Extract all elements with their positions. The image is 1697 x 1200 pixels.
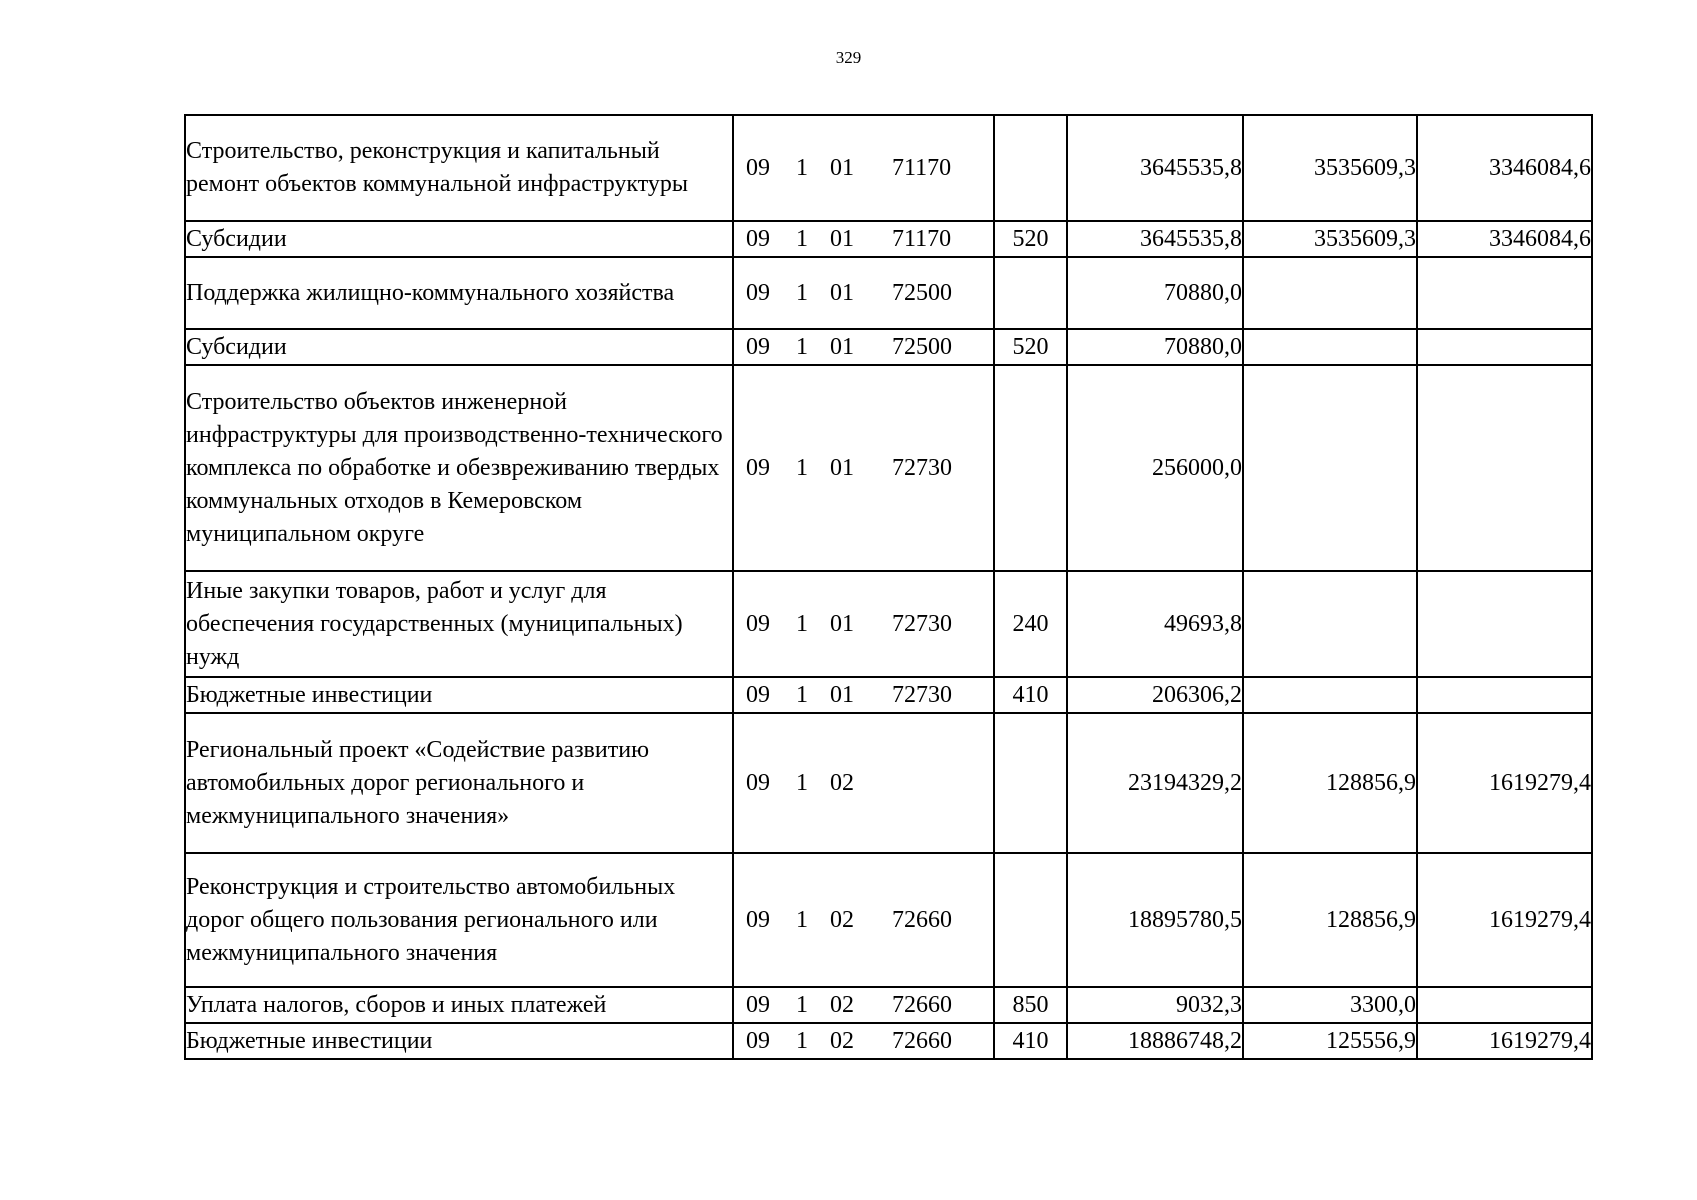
code-article: 72660 (892, 906, 952, 933)
code-section: 02 (830, 991, 854, 1018)
code-article: 72660 (892, 1027, 952, 1054)
amount-year-3: 3346084,6 (1417, 221, 1592, 257)
table-row (185, 1023, 1592, 1059)
row-name: Бюджетные инвестиции (185, 677, 733, 713)
expense-type: 240 (994, 571, 1067, 677)
code-glava: 09 (746, 906, 770, 933)
code-article: 72500 (892, 333, 952, 360)
code-glava: 09 (746, 681, 770, 708)
amount-year-2 (1243, 677, 1417, 713)
code-article: 72730 (892, 454, 952, 481)
row-codes (733, 365, 994, 571)
code-article: 72730 (892, 681, 952, 708)
code-glava: 09 (746, 154, 770, 181)
code-subprogram: 1 (796, 906, 808, 933)
expense-type (994, 115, 1067, 221)
row-name: Реконструкция и строительство автомобильных дорог общего пользования регионального или межмуниципального значения (185, 853, 733, 987)
amount-year-1: 9032,3 (1067, 987, 1243, 1023)
code-section: 02 (830, 906, 854, 933)
expense-type: 850 (994, 987, 1067, 1023)
code-section: 02 (830, 1027, 854, 1054)
row-codes (733, 221, 994, 257)
amount-year-3 (1417, 677, 1592, 713)
expense-type (994, 365, 1067, 571)
row-codes (733, 571, 994, 677)
table-row (185, 221, 1592, 257)
row-codes (733, 853, 994, 987)
code-subprogram: 1 (796, 1027, 808, 1054)
row-codes (733, 713, 994, 853)
row-codes (733, 677, 994, 713)
row-name: Субсидии (185, 221, 733, 257)
expense-type (994, 713, 1067, 853)
code-glava: 09 (746, 1027, 770, 1054)
table-row (185, 365, 1592, 571)
row-codes (733, 329, 994, 365)
code-article: 72730 (892, 610, 952, 637)
row-name: Региональный проект «Содействие развитию автомобильных дорог регионального и межмуниципального значения» (185, 713, 733, 853)
row-name: Поддержка жилищно-коммунального хозяйства (185, 257, 733, 329)
code-glava: 09 (746, 279, 770, 306)
code-subprogram: 1 (796, 225, 808, 252)
code-section: 01 (830, 279, 854, 306)
code-section: 01 (830, 225, 854, 252)
budget-table (184, 114, 1593, 1060)
amount-year-1: 70880,0 (1067, 329, 1243, 365)
expense-type: 520 (994, 329, 1067, 365)
amount-year-3: 1619279,4 (1417, 713, 1592, 853)
amount-year-1: 70880,0 (1067, 257, 1243, 329)
amount-year-2: 3535609,3 (1243, 221, 1417, 257)
amount-year-1: 23194329,2 (1067, 713, 1243, 853)
amount-year-3 (1417, 257, 1592, 329)
code-section: 01 (830, 681, 854, 708)
amount-year-2: 3535609,3 (1243, 115, 1417, 221)
amount-year-1: 256000,0 (1067, 365, 1243, 571)
amount-year-1: 49693,8 (1067, 571, 1243, 677)
amount-year-2: 3300,0 (1243, 987, 1417, 1023)
code-subprogram: 1 (796, 333, 808, 360)
code-subprogram: 1 (796, 991, 808, 1018)
amount-year-1: 3645535,8 (1067, 221, 1243, 257)
table-row (185, 329, 1592, 365)
expense-type (994, 853, 1067, 987)
amount-year-1: 18886748,2 (1067, 1023, 1243, 1059)
expense-type: 410 (994, 1023, 1067, 1059)
expense-type (994, 257, 1067, 329)
amount-year-3 (1417, 571, 1592, 677)
expense-type: 410 (994, 677, 1067, 713)
amount-year-3: 1619279,4 (1417, 1023, 1592, 1059)
row-name: Иные закупки товаров, работ и услуг для обеспечения государственных (муниципальных) нужд (185, 571, 733, 677)
code-article: 71170 (892, 154, 952, 181)
amount-year-2 (1243, 365, 1417, 571)
amount-year-3 (1417, 329, 1592, 365)
row-name: Строительство объектов инженерной инфраструктуры для производственно-технического комплекса по обработке и обезвреживанию твердых коммунальных отходов в Кемеровском муниципальном округе (185, 365, 733, 571)
code-subprogram: 1 (796, 681, 808, 708)
table-row (185, 257, 1592, 329)
row-name: Субсидии (185, 329, 733, 365)
amount-year-2: 125556,9 (1243, 1023, 1417, 1059)
amount-year-3 (1417, 987, 1592, 1023)
code-glava: 09 (746, 610, 770, 637)
amount-year-1: 3645535,8 (1067, 115, 1243, 221)
row-codes (733, 257, 994, 329)
table-row (185, 987, 1592, 1023)
code-article: 72500 (892, 279, 952, 306)
table-row (185, 713, 1592, 853)
table-row (185, 853, 1592, 987)
row-name: Уплата налогов, сборов и иных платежей (185, 987, 733, 1023)
code-section: 01 (830, 333, 854, 360)
table-row (185, 677, 1592, 713)
code-section: 02 (830, 769, 854, 796)
code-glava: 09 (746, 991, 770, 1018)
code-subprogram: 1 (796, 154, 808, 181)
row-name: Бюджетные инвестиции (185, 1023, 733, 1059)
row-codes (733, 1023, 994, 1059)
amount-year-2 (1243, 257, 1417, 329)
code-article: 72660 (892, 991, 952, 1018)
table-row (185, 115, 1592, 221)
amount-year-2 (1243, 329, 1417, 365)
amount-year-3: 1619279,4 (1417, 853, 1592, 987)
amount-year-3 (1417, 365, 1592, 571)
amount-year-1: 206306,2 (1067, 677, 1243, 713)
expense-type: 520 (994, 221, 1067, 257)
code-glava: 09 (746, 333, 770, 360)
code-glava: 09 (746, 769, 770, 796)
code-section: 01 (830, 454, 854, 481)
page-number: 329 (835, 48, 862, 67)
amount-year-2 (1243, 571, 1417, 677)
code-glava: 09 (746, 225, 770, 252)
row-codes (733, 987, 994, 1023)
amount-year-2: 128856,9 (1243, 713, 1417, 853)
amount-year-3: 3346084,6 (1417, 115, 1592, 221)
code-subprogram: 1 (796, 279, 808, 306)
code-subprogram: 1 (796, 454, 808, 481)
amount-year-2: 128856,9 (1243, 853, 1417, 987)
amount-year-1: 18895780,5 (1067, 853, 1243, 987)
code-section: 01 (830, 610, 854, 637)
row-codes (733, 115, 994, 221)
code-subprogram: 1 (796, 610, 808, 637)
row-name: Строительство, реконструкция и капитальный ремонт объектов коммунальной инфраструктуры (185, 115, 733, 221)
code-section: 01 (830, 154, 854, 181)
table-row (185, 571, 1592, 677)
code-subprogram: 1 (796, 769, 808, 796)
code-glava: 09 (746, 454, 770, 481)
code-article: 71170 (892, 225, 952, 252)
